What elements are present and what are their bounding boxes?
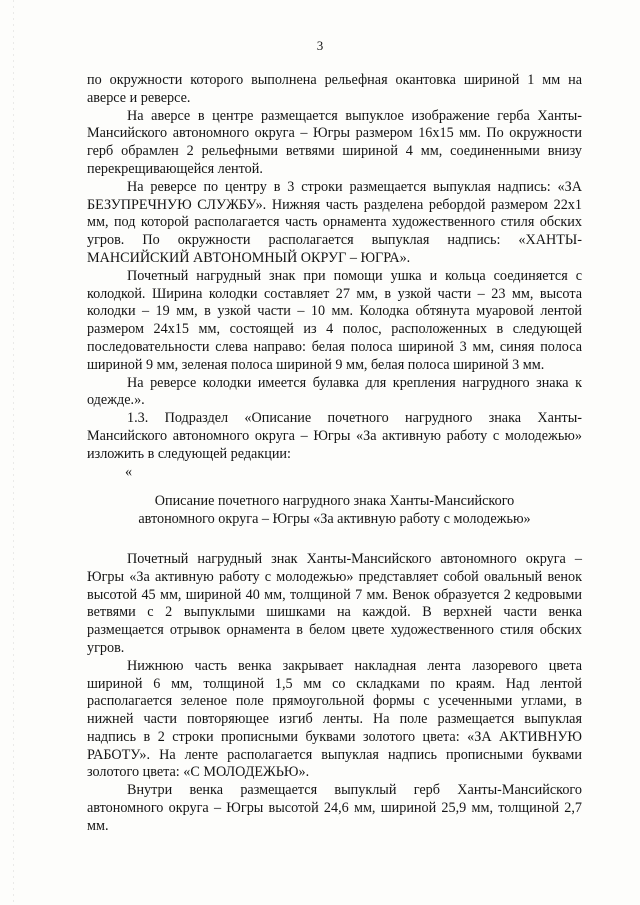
heading-line-2: автономного округа – Югры «За активную работу с молодежью» [138,511,531,528]
scan-edge-artifact [13,0,14,905]
section-heading [87,493,582,529]
open-quote-mark: « [125,463,133,480]
paragraph-revers: На реверсе по центру в 3 строки размещается выпуклая надпись: «ЗА БЕЗУПРЕЧНУЮ СЛУЖБУ». Нижняя часть разделена ребордой размером 22х1 мм, под которой располагается часть орнамента художественного стиля обских угров. По окружности располагается выпуклая надпись: «ХАНТЫ-МАНСИЙСКИЙ АВТОНОМНЫЙ ОКРУГ – ЮГРА». [87,178,582,266]
paragraph-continuation: по окружности которого выполнена рельефная окантовка шириной 1 мм на аверсе и реверсе. [87,72,582,106]
paragraph-avers: На аверсе в центре размещается выпуклое изображение герба Ханты-Мансийского автономного округа – Югры размером 16х15 мм. По окружности герб обрамлен 2 рельефными ветвями шириной 4 мм, соединенными внизу перекрещивающейся лентой. [87,107,582,177]
paragraph-section-1-3: 1.3. Подраздел «Описание почетного нагрудного знака Ханты-Мансийского автономного округа – Югры «За активную работу с молодежью» изложить в следующей редакции: [87,410,582,462]
heading-line-1: Описание почетного нагрудного знака Ханты-Мансийского [154,493,515,510]
document-body [87,72,582,836]
paragraph-kolodka: Почетный нагрудный знак при помощи ушка и кольца соединяется с колодкой. Ширина колодки составляет 27 мм, в узкой части – 23 мм, высота колодки – 19 мм, в узкой части – 10 мм. Колодка обтянута муаровой лентой размером 24х15 мм, состоящей из 4 полос, расположенных в следующей последовательности слева направо: белая полоса шириной 3 мм, синяя полоса шириной 9 мм, зеленая полоса шириной 9 мм, белая полоса шириной 3 мм. [87,267,582,373]
paragraph-bulavka: На реверсе колодки имеется булавка для крепления нагрудного знака к одежде.». [87,374,582,409]
paragraph-coat-of-arms: Внутри венка размещается выпуклый герб Ханты-Мансийского автономного округа – Югры высотой 24,6 мм, шириной 25,9 мм, толщиной 2,7 мм. [87,782,582,834]
page-number: 3 [316,38,324,53]
paragraph-ribbon: Нижнюю часть венка закрывает накладная лента лазоревого цвета шириной 6 мм, толщиной 1,5 мм со складками по краям. Над лентой располагается зеленое поле прямоугольной формы с усеченными углами, в нижней части повторяющее изгиб ленты. На поле размещается выпуклая надпись в 2 строки прописными буквами золотого цвета: «ЗА АКТИВНУЮ РАБОТУ». На ленте располагается выпуклая надпись прописными буквами золотого цвета: «С МОЛОДЕЖЬЮ». [87,657,582,781]
paragraph-wreath: Почетный нагрудный знак Ханты-Мансийского автономного округа – Югры «За активную работу с молодежью» представляет собой овальный венок высотой 45 мм, шириной 40 мм, толщиной 7 мм. Венок образуется 2 кедровыми ветвями с 2 выпуклыми шишками на каждой. В верхней части венка размещается отрывок орнамента в белом цвете художественного стиля обских угров. [87,550,582,656]
